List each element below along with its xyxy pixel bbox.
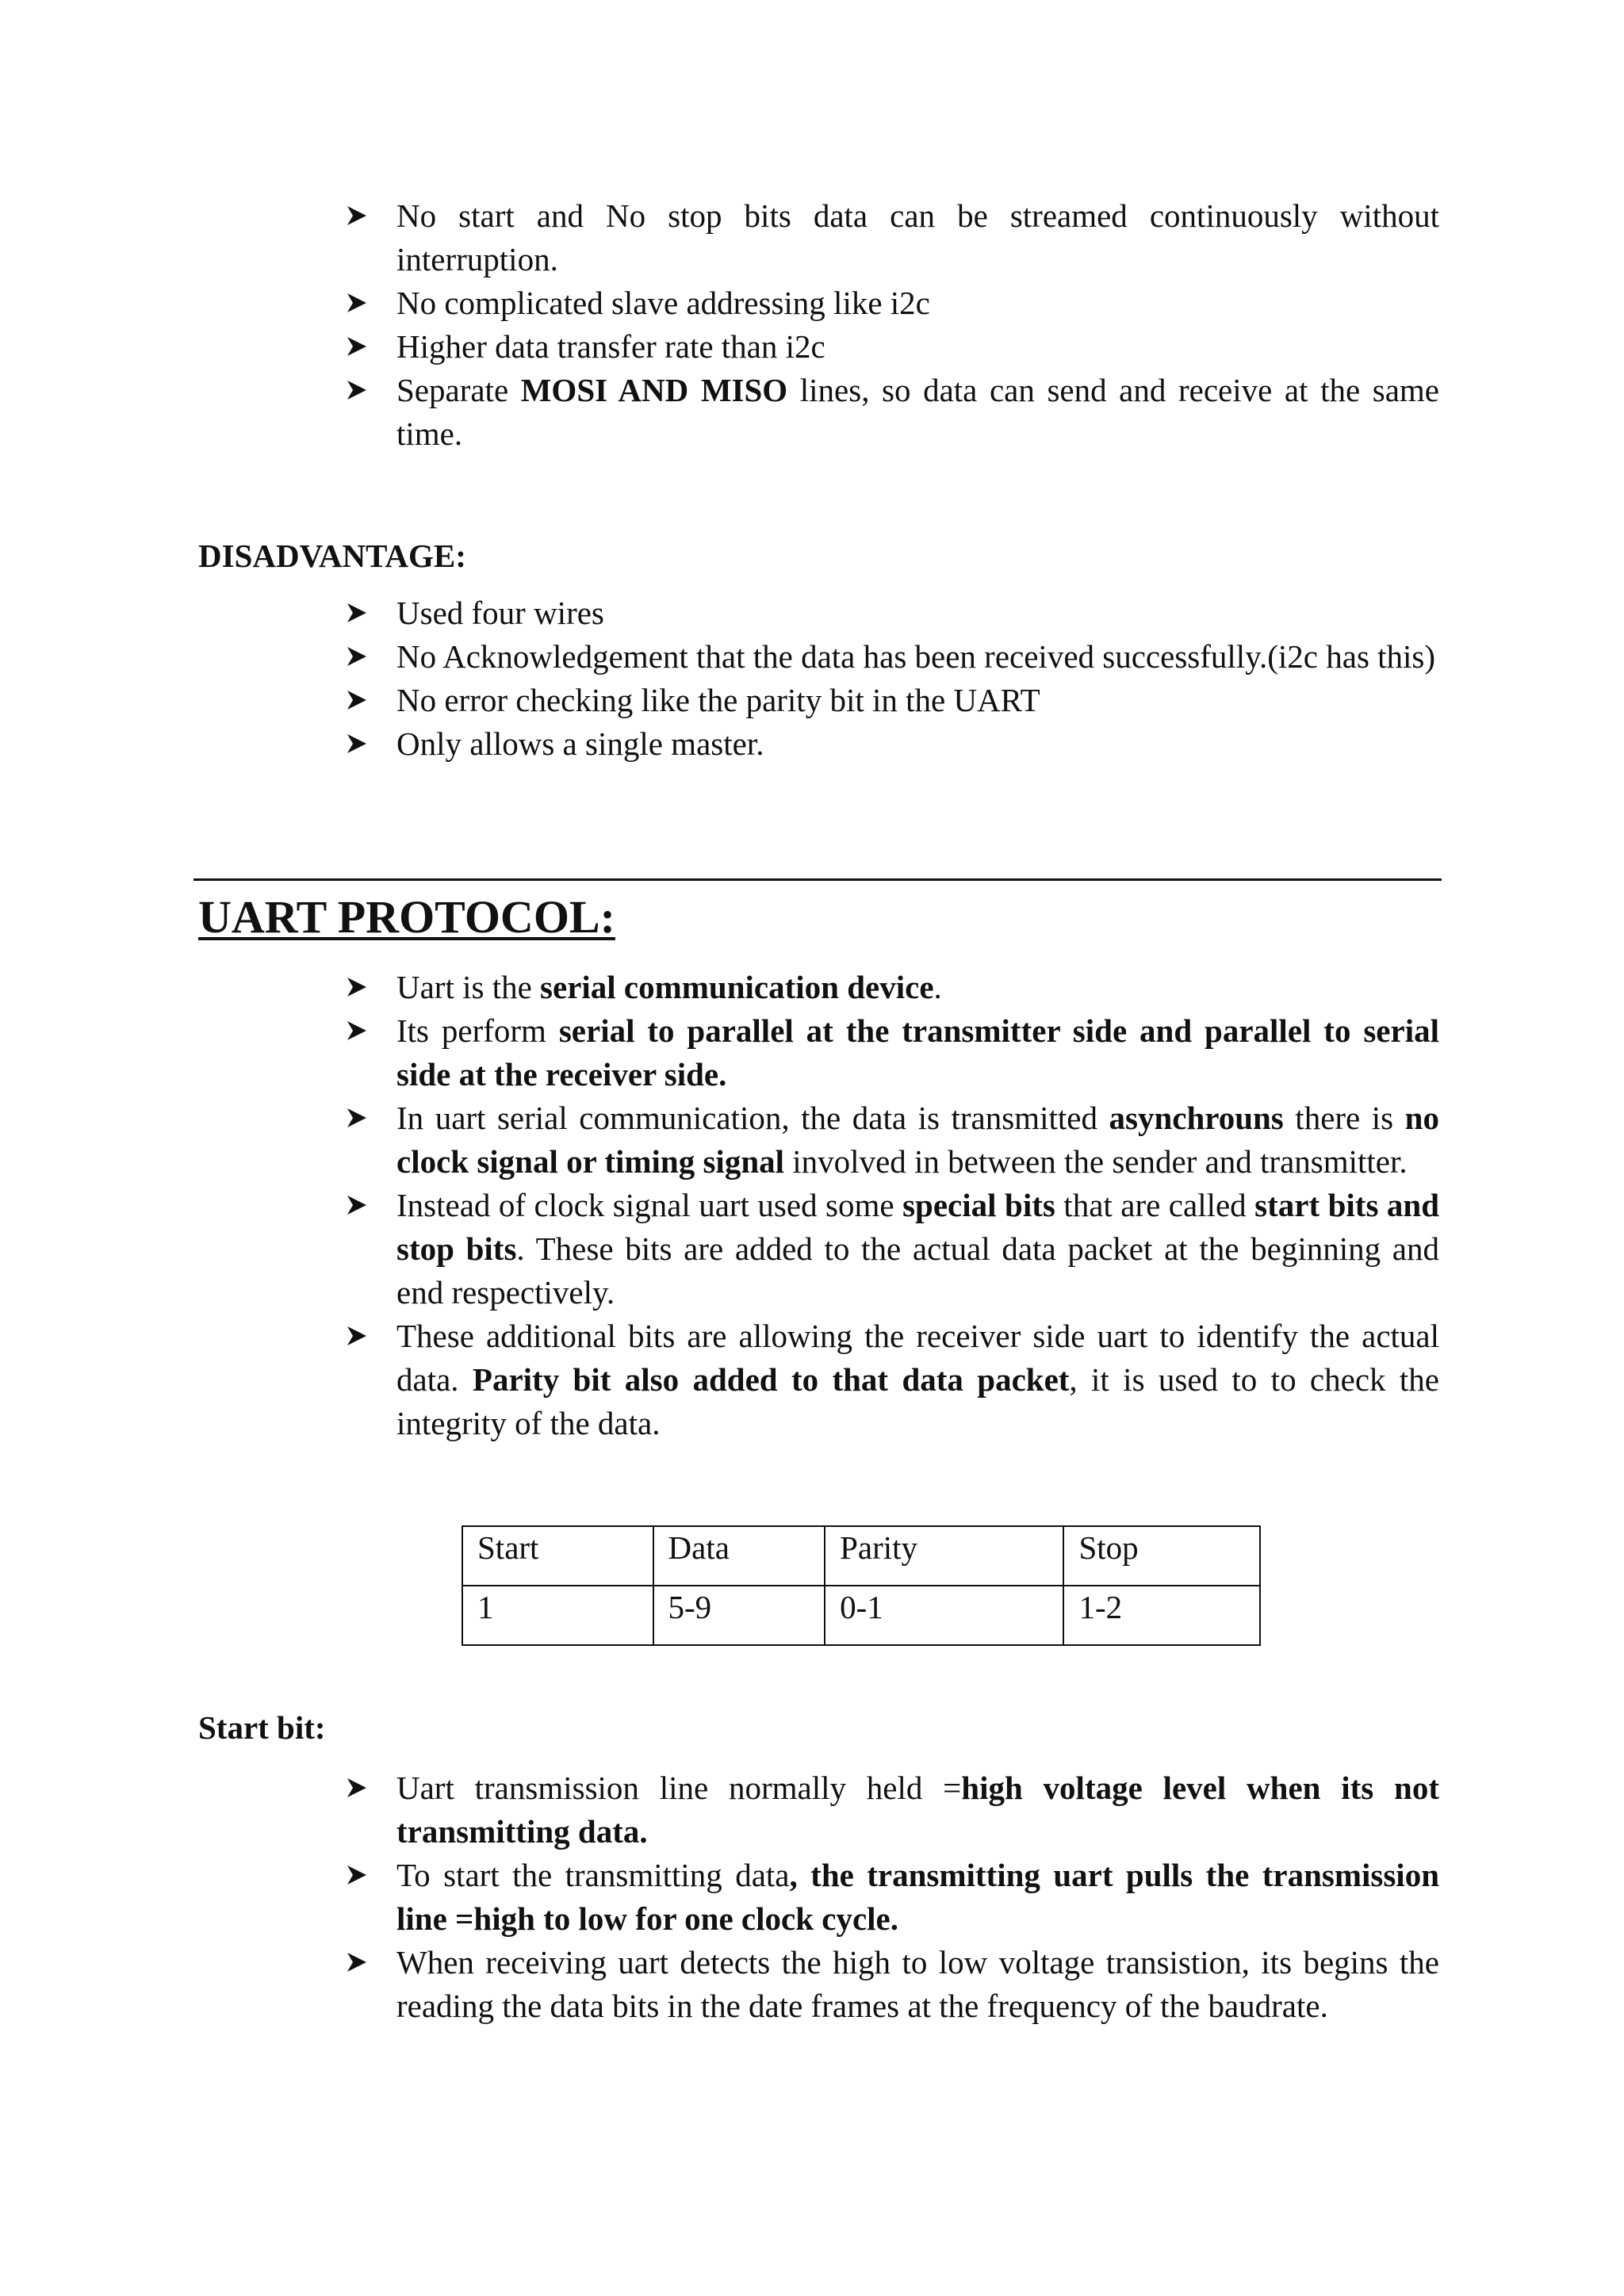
table-cell-stop-value: 1-2 [1063, 1586, 1260, 1645]
bold-text-run: serial communication device [540, 969, 934, 1005]
list-item [341, 369, 1439, 456]
text-run: there is [1283, 1100, 1405, 1136]
start-bit-list [341, 1766, 1439, 2028]
arrowhead-bullet-icon [346, 1194, 368, 1216]
arrowhead-bullet-icon [346, 733, 368, 755]
text-run: To start the transmitting data [396, 1857, 790, 1893]
advantages-list [341, 194, 1439, 456]
bold-text-run: high voltage level when its not transmitting data. [396, 1770, 1439, 1850]
arrowhead-bullet-icon [346, 689, 368, 711]
disadvantage-heading: DISADVANTAGE: [198, 538, 466, 574]
text-run: . [933, 969, 942, 1005]
bold-text-run: serial to parallel at the transmitter side and parallel to serial side at the receiver side. [396, 1012, 1439, 1093]
table-cell-start-value: 1 [462, 1586, 653, 1645]
text-run: involved in between the sender and transmitter. [784, 1143, 1408, 1180]
list-item [341, 281, 1439, 325]
uart-list [341, 966, 1439, 1445]
arrowhead-bullet-icon [346, 1325, 368, 1347]
uart-protocol-title: UART PROTOCOL: [198, 891, 615, 943]
text-run: In uart serial communication, the data is transmitted [396, 1100, 1109, 1136]
list-item [341, 591, 1439, 635]
text-run: . These bits are added to the actual data packet at the beginning and end respectively. [396, 1230, 1440, 1311]
arrowhead-bullet-icon [346, 1864, 368, 1886]
disadvantages-list [341, 591, 1439, 766]
bold-text-run: special bits [902, 1187, 1055, 1223]
text-run: Instead of clock signal uart used some [396, 1187, 903, 1223]
list-item [341, 635, 1439, 679]
arrowhead-bullet-icon [346, 1020, 368, 1042]
text-run: Separate [396, 372, 521, 408]
arrowhead-bullet-icon [346, 292, 368, 314]
table-cell-data-value: 5-9 [653, 1586, 825, 1645]
bold-text-run: Parity bit also added to that data packet [472, 1361, 1070, 1398]
bold-text-run: no clock signal or timing signal [396, 1100, 1439, 1180]
arrowhead-bullet-icon [346, 1107, 368, 1129]
table-cell-data-header: Data [653, 1526, 825, 1586]
list-item [341, 1096, 1439, 1184]
text-run: Higher data transfer rate than i2c [396, 328, 825, 365]
text-run: Only allows a single master. [396, 725, 764, 762]
text-run: Uart is the [396, 969, 541, 1005]
list-item [341, 722, 1439, 766]
arrowhead-bullet-icon [346, 1951, 368, 1973]
text-run: Uart transmission line normally held = [396, 1770, 962, 1806]
text-run: No error checking like the parity bit in the UART [396, 682, 1040, 718]
text-run: When receiving uart detects the high to low voltage transistion, its begins the reading the data bits in the date frames at the frequency of the baudrate. [396, 1944, 1439, 2024]
list-item [341, 1314, 1439, 1445]
bold-text-run: asynchrouns [1109, 1100, 1284, 1136]
bold-text-run: , the transmitting uart pulls the transmission line =high to low for one clock cycle. [396, 1857, 1439, 1937]
arrowhead-bullet-icon [346, 205, 368, 227]
list-item [341, 1941, 1439, 2028]
arrowhead-bullet-icon [346, 379, 368, 401]
text-run: lines, so data can send and receive at the same time. [396, 372, 1439, 452]
list-item [341, 1184, 1439, 1314]
start-bit-heading: Start bit: [198, 1709, 326, 1746]
text-run: These additional bits are allowing the receiver side uart to identify the actual data. [396, 1318, 1439, 1398]
arrowhead-bullet-icon [346, 645, 368, 668]
arrowhead-bullet-icon [346, 976, 368, 998]
section-divider [193, 878, 1442, 881]
table-cell-parity-value: 0-1 [825, 1586, 1063, 1645]
arrowhead-bullet-icon [346, 602, 368, 624]
table-value-row [462, 1586, 1260, 1645]
table-cell-stop-header: Stop [1063, 1526, 1260, 1586]
text-run: No start and No stop bits data can be streamed continuously without interruption. [396, 197, 1439, 277]
text-run: that are called [1055, 1187, 1255, 1223]
list-item [341, 1854, 1439, 1941]
arrowhead-bullet-icon [346, 1777, 368, 1799]
arrowhead-bullet-icon [346, 335, 368, 358]
text-run: No complicated slave addressing like i2c [396, 285, 930, 321]
uart-frame-table [462, 1525, 1261, 1646]
list-item [341, 1766, 1439, 1854]
list-item [341, 1009, 1439, 1096]
text-run: Its perform [396, 1012, 559, 1049]
table-cell-start-header: Start [462, 1526, 653, 1586]
text-run: No Acknowledgement that the data has been received successfully.(i2c has this) [396, 638, 1436, 675]
table-header-row [462, 1526, 1260, 1586]
text-run: Used four wires [396, 595, 604, 631]
list-item [341, 679, 1439, 722]
text-run: , it is used to to check the integrity of the data. [396, 1361, 1439, 1441]
list-item [341, 325, 1439, 369]
table-cell-parity-header: Parity [825, 1526, 1063, 1586]
list-item [341, 966, 1439, 1009]
bold-text-run: start bits and stop bits [396, 1187, 1440, 1267]
list-item [341, 194, 1439, 281]
bold-text-run: MOSI AND MISO [520, 372, 788, 408]
